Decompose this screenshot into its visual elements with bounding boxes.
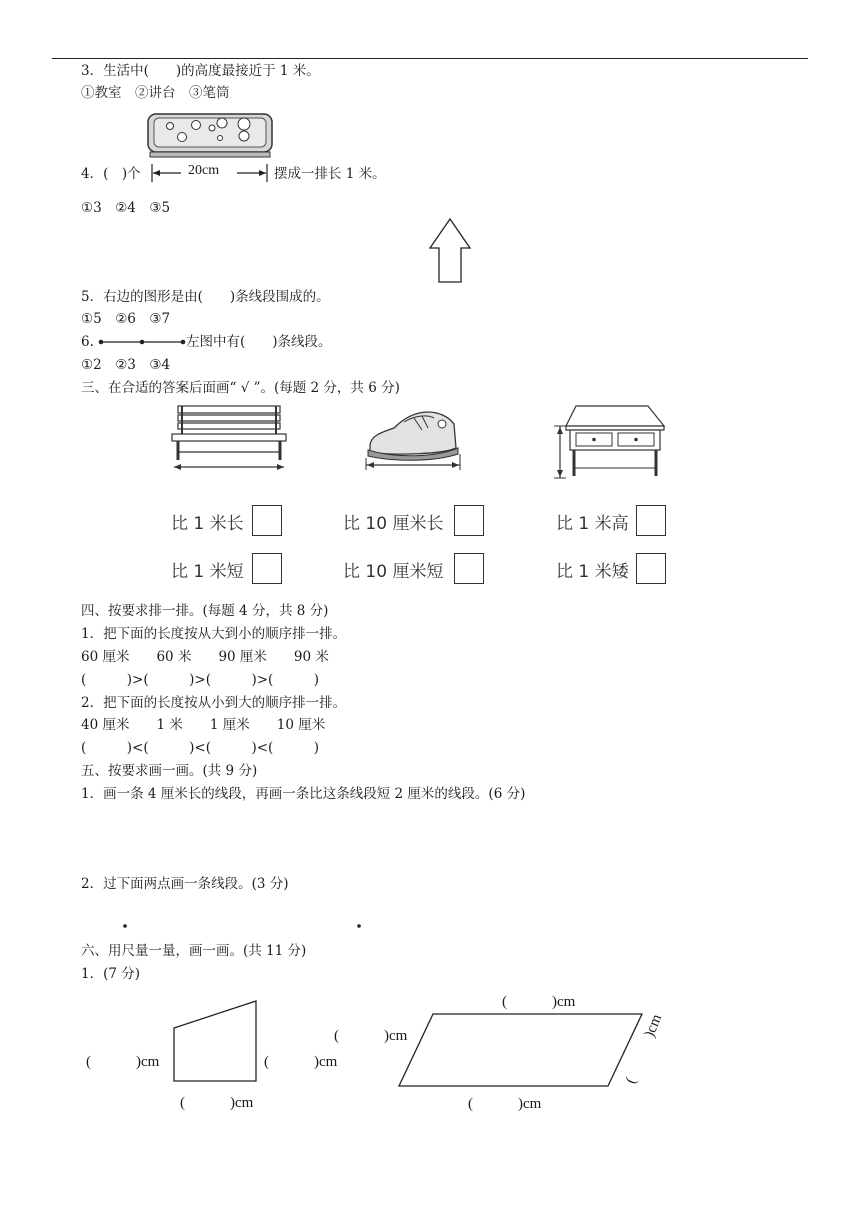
q5-options: ①5 ②6 ③7 — [81, 311, 171, 327]
s6-q1-text: 1．(7 分) — [81, 966, 141, 982]
bench-icon — [170, 404, 288, 472]
compare-shoe-longer: 比 10 厘米长 — [343, 514, 444, 534]
trapezoid-slant-cm: ( )cm — [334, 1028, 408, 1044]
q6-options: ①2 ②3 ③4 — [81, 357, 171, 373]
s4-q1-answer: ( )>( )>( )>( ) — [81, 672, 320, 688]
parallelogram-side-cm: ( )cm — [622, 1012, 666, 1087]
answer-box-shoe-longer[interactable] — [454, 505, 484, 536]
up-arrow-icon — [428, 218, 472, 284]
shoe-icon — [364, 408, 462, 470]
compare-bench-shorter: 比 1 米短 — [171, 562, 244, 582]
s4-q2-values: 40 厘米 1 米 1 厘米 10 厘米 — [81, 717, 326, 733]
answer-box-table-taller[interactable] — [636, 505, 666, 536]
s5-q1-text: 1．画一条 4 厘米长的线段，再画一条比这条线段短 2 厘米的线段。(6 分) — [81, 786, 526, 802]
s4-q1-text: 1．把下面的长度按从大到小的顺序排一排。 — [81, 626, 347, 642]
compare-bench-longer: 比 1 米长 — [171, 514, 244, 534]
section5-heading: 五、按要求画一画。(共 9 分) — [81, 763, 258, 779]
q5-text: 5．右边的图形是由( )条线段围成的。 — [81, 289, 330, 305]
answer-box-bench-longer[interactable] — [252, 505, 282, 536]
answer-box-shoe-shorter[interactable] — [454, 553, 484, 584]
q4-prefix: 4．( )个 — [81, 166, 141, 182]
parallelogram-shape — [396, 1010, 646, 1090]
answer-box-bench-shorter[interactable] — [252, 553, 282, 584]
s4-q2-answer: ( )<( )<( )<( ) — [81, 740, 320, 756]
ruler-label: 20cm — [188, 163, 220, 178]
s5-q2-text: 2．过下面两点画一条线段。(3 分) — [81, 876, 289, 892]
trapezoid-right-cm: ( )cm — [264, 1054, 338, 1070]
compare-shoe-shorter: 比 10 厘米短 — [343, 562, 444, 582]
answer-box-table-shorter[interactable] — [636, 553, 666, 584]
section3-heading: 三、在合适的答案后面画“ √ ”。(每题 2 分，共 6 分) — [81, 380, 400, 396]
q3-options: ①教室 ②讲台 ③笔筒 — [81, 85, 230, 101]
section4-heading: 四、按要求排一排。(每题 4 分，共 8 分) — [81, 603, 329, 619]
top-rule — [52, 58, 808, 59]
q3-text: 3．生活中( )的高度最接近于 1 米。 — [81, 63, 320, 79]
q4-suffix: 摆成一排长 1 米。 — [274, 166, 386, 182]
section6-heading: 六、用尺量一量，画一画。(共 11 分) — [81, 943, 307, 959]
q6-prefix: 6. — [81, 334, 94, 350]
trapezoid-shape — [170, 998, 262, 1084]
parallelogram-bottom-cm: ( )cm — [468, 1096, 542, 1112]
trapezoid-left-cm: ( )cm — [86, 1054, 160, 1070]
two-points-icon — [120, 920, 370, 932]
compare-table-shorter: 比 1 米矮 — [556, 562, 629, 582]
s4-q2-text: 2．把下面的长度按从小到大的顺序排一排。 — [81, 695, 347, 711]
compare-table-taller: 比 1 米高 — [556, 514, 629, 534]
q4-options: ①3 ②4 ③5 — [81, 200, 171, 216]
segment-points-icon — [98, 336, 186, 348]
s4-q1-values: 60 厘米 60 米 90 厘米 90 米 — [81, 649, 329, 665]
parallelogram-top-cm: ( )cm — [502, 994, 576, 1010]
q6-text: 左图中有( )条线段。 — [186, 334, 332, 350]
trapezoid-bottom-cm: ( )cm — [180, 1095, 254, 1111]
table-icon — [552, 404, 668, 482]
pencil-case-icon — [146, 112, 276, 160]
